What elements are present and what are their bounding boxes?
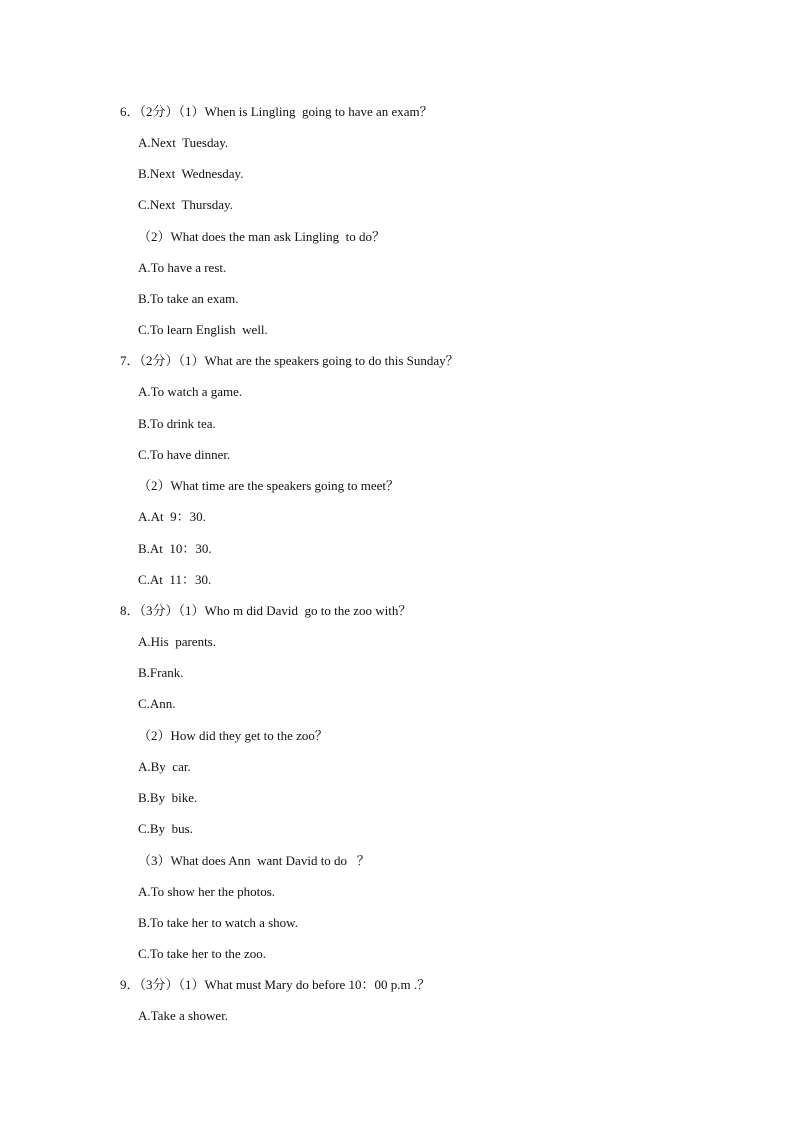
question-7-2-option-a: A.At 9：30. — [138, 509, 206, 524]
question-8-3-option-b: B.To take her to watch a show. — [138, 915, 298, 930]
question-8-2-option-c: C.By bus. — [138, 821, 193, 836]
question-7-1-option-b: B.To drink tea. — [138, 416, 216, 431]
question-6-2-option-a: A.To have a rest. — [138, 260, 227, 275]
question-8-2-option-a: A.By car. — [138, 759, 191, 774]
question-6-2-option-b: B.To take an exam. — [138, 291, 239, 306]
question-8-2-option-b: B.By bike. — [138, 790, 198, 805]
question-8-stem: 8．（3分）（1）Who m did David go to the zoo with？ — [120, 603, 412, 618]
question-6-2-stem: （2）What does the man ask Lingling to do？ — [138, 229, 385, 244]
question-7-stem: 7．（2分）（1）What are the speakers going to do this Sunday？ — [120, 353, 459, 368]
question-8-2-stem: （2）How did they get to the zoo？ — [138, 728, 328, 743]
question-6-stem: 6．（2分）（1）When is Lingling going to have an exam？ — [120, 104, 433, 119]
question-6-1-option-a: A.Next Tuesday. — [138, 135, 229, 150]
question-6-1-option-c: C.Next Thursday. — [138, 197, 233, 212]
question-8-3-option-a: A.To show her the photos. — [138, 884, 276, 899]
question-6-2-option-c: C.To learn English well. — [138, 322, 268, 337]
question-8-1-option-a: A.His parents. — [138, 634, 216, 649]
question-8-1-option-c: C.Ann. — [138, 696, 176, 711]
question-8-1-option-b: B.Frank. — [138, 665, 184, 680]
question-7-1-option-a: A.To watch a game. — [138, 384, 243, 399]
question-8-3-stem: （3）What does Ann want David to do ？ — [138, 853, 370, 868]
question-6-1-option-b: B.Next Wednesday. — [138, 166, 244, 181]
question-8-3-option-c: C.To take her to the zoo. — [138, 946, 266, 961]
question-7-2-stem: （2）What time are the speakers going to meet？ — [138, 478, 400, 493]
question-7-1-option-c: C.To have dinner. — [138, 447, 231, 462]
question-9-stem: 9．（3分）（1）What must Mary do before 10：00 p.m .？ — [120, 977, 431, 992]
question-7-2-option-b: B.At 10：30. — [138, 541, 212, 556]
question-9-1-option-a: A.Take a shower. — [138, 1008, 229, 1023]
question-7-2-option-c: C.At 11：30. — [138, 572, 212, 587]
